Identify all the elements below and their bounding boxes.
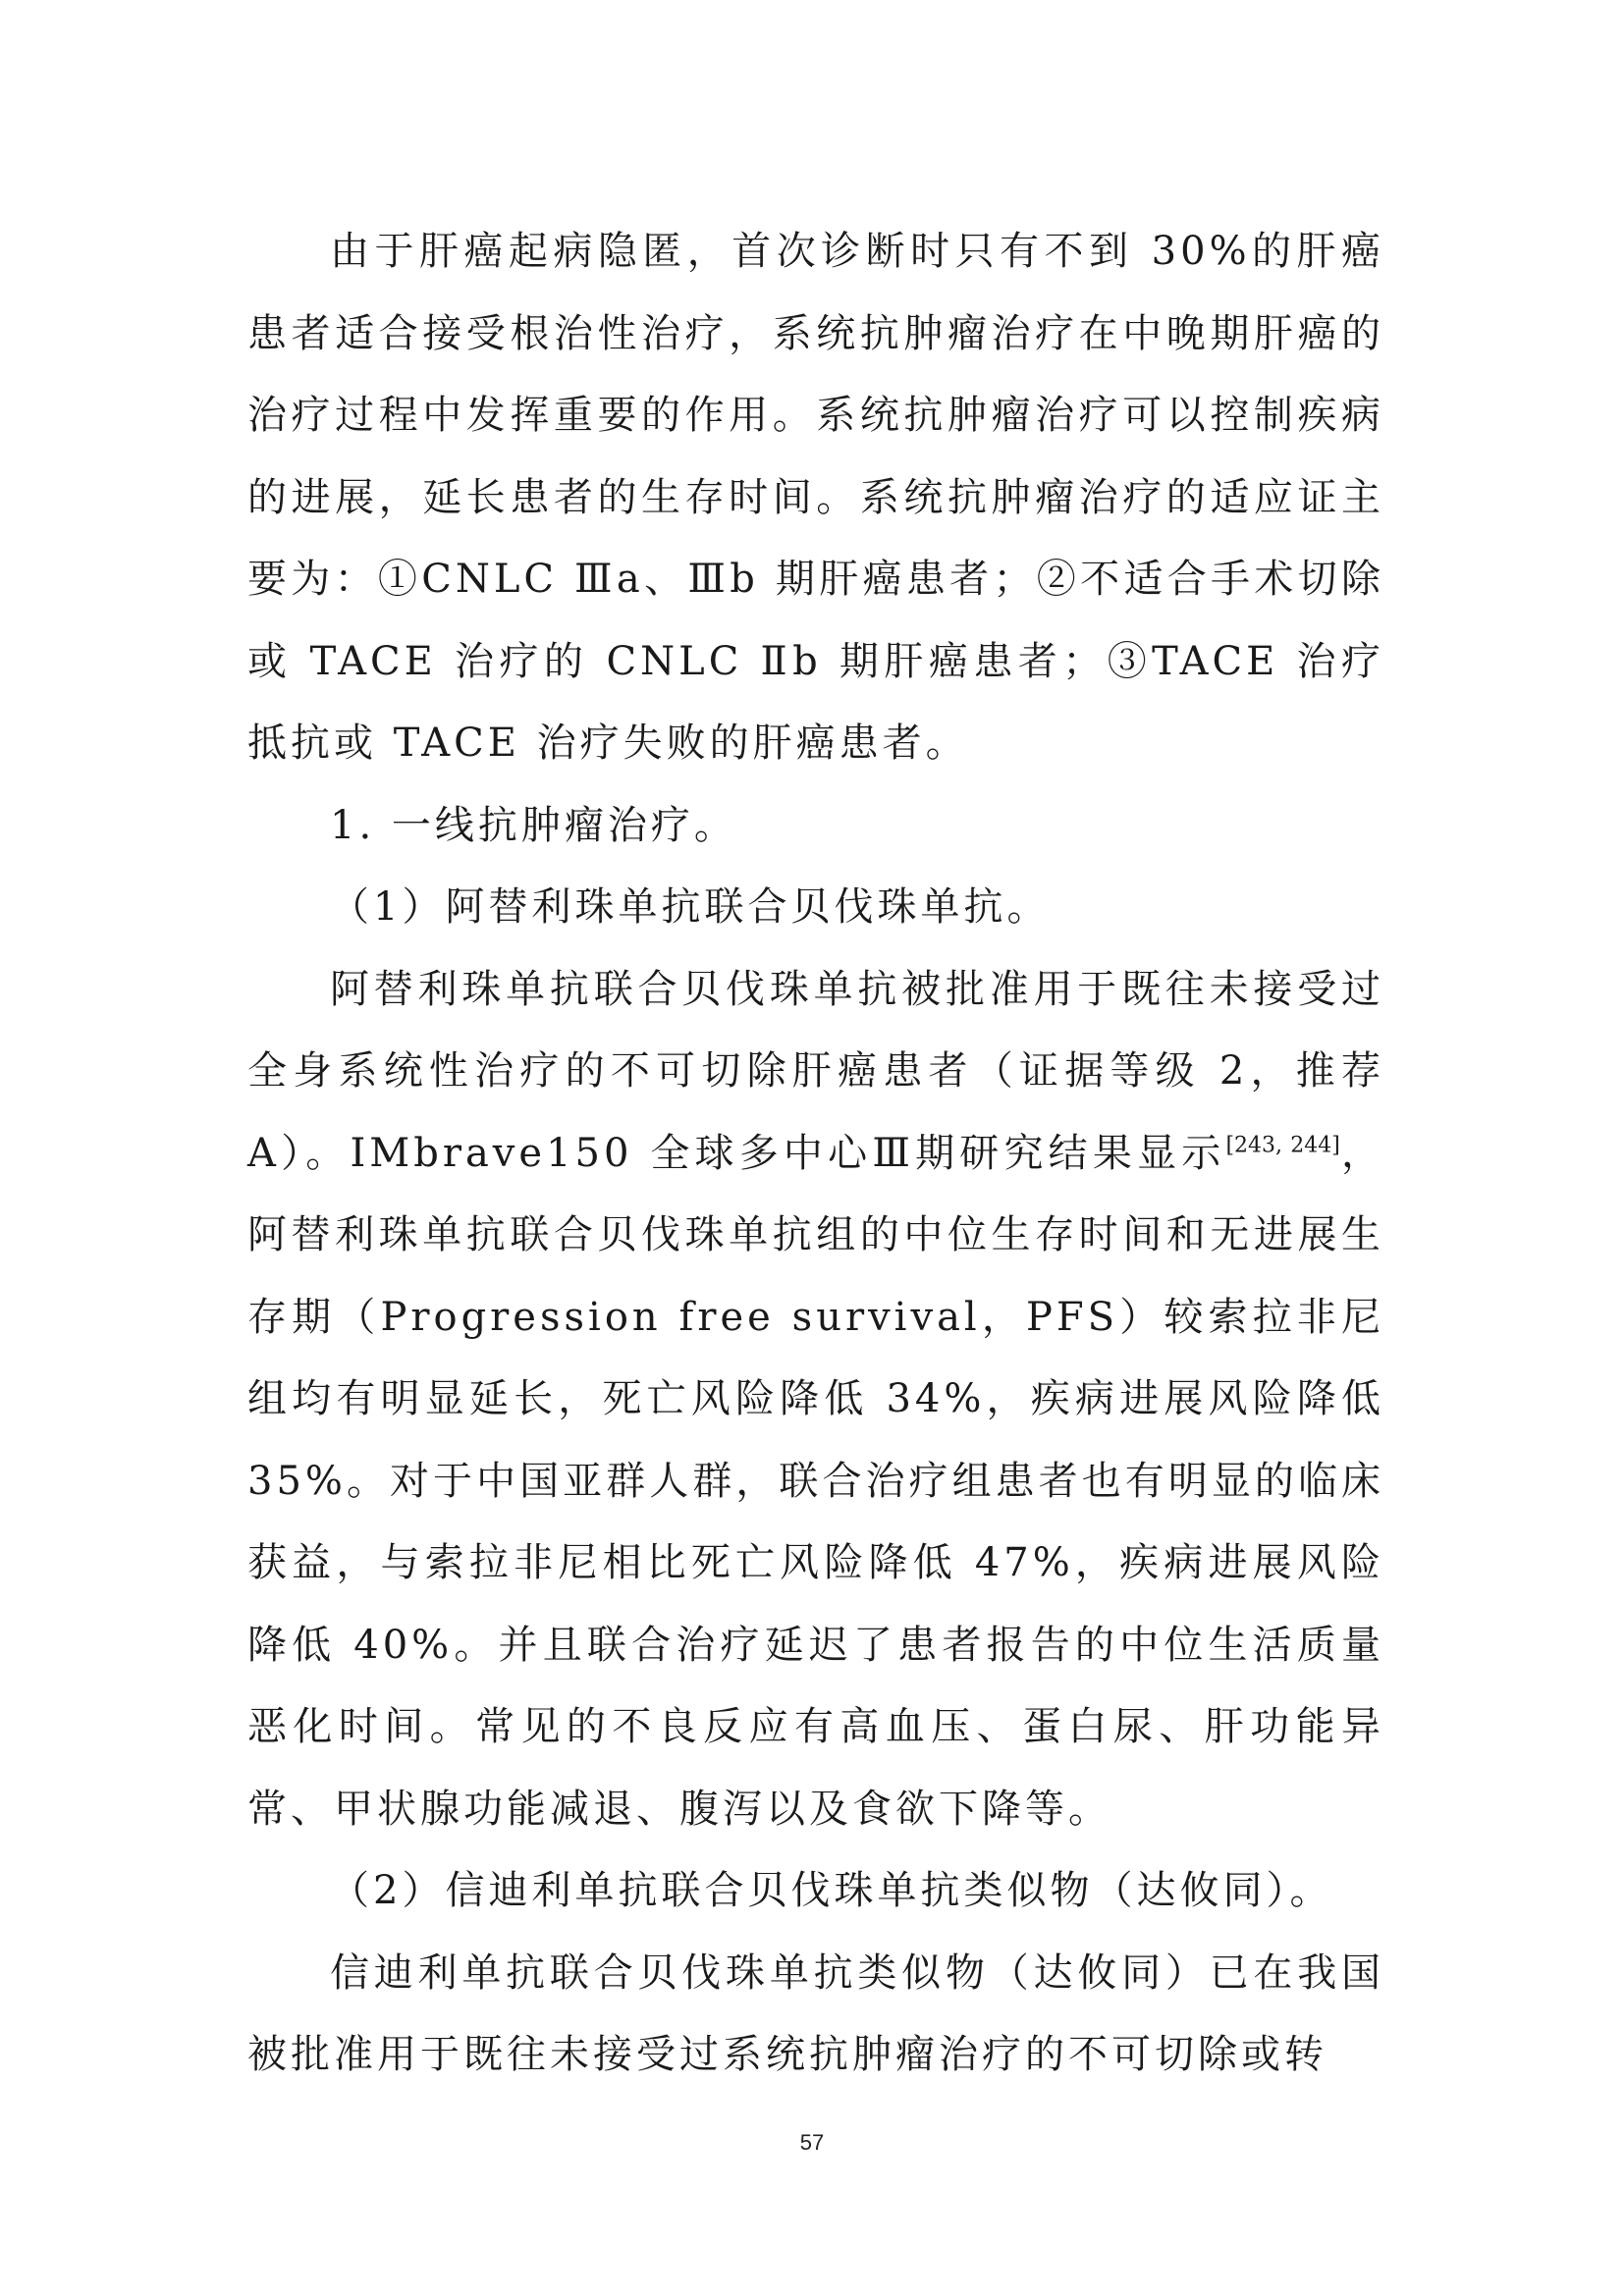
paragraph-atezolizumab-part1: 阿替利珠单抗联合贝伐珠单抗被批准用于既往未接受过全身系统性治疗的不可切除肝癌患者（证据等级 2，推荐 A）。IMbrave150 全球多中心Ⅲ期研究结果显示 — [247, 966, 1384, 1176]
citation-reference: [243, 244] — [1225, 1133, 1340, 1158]
body-text — [247, 211, 1384, 2097]
section-heading-first-line-therapy: 1. 一线抗肿瘤治疗。 — [330, 802, 737, 848]
page-number: 57 — [799, 2130, 825, 2155]
subheading-atezolizumab-bevacizumab: （1）阿替利珠单抗联合贝伐珠单抗。 — [330, 884, 1051, 930]
paragraph-atezolizumab — [247, 949, 1384, 1851]
paragraph-intro: 由于肝癌起病隐匿，首次诊断时只有不到 30%的肝癌患者适合接受根治性治疗，系统抗肿瘤治疗在中晚期肝癌的治疗过程中发挥重要的作用。系统抗肿瘤治疗可以控制疾病的进展，延长患者的生存时间。系统抗肿瘤治疗的适应证主要为：①CNLC Ⅲa、Ⅲb 期肝癌患者；②不适合手术切除或 TACE 治疗的 CNLC Ⅱb 期肝癌患者；③TACE 治疗抵抗或 TACE 治疗失败的肝癌患者。 — [247, 229, 1384, 766]
paragraph-atezolizumab-part2: ，阿替利珠单抗联合贝伐珠单抗组的中位生存时间和无进展生存期（Progression free survival，PFS）较索拉非尼组均有明显延长，死亡风险降低 34%，疾病进展风险降低 35%。对于中国亚群人群，联合治疗组患者也有明显的临床获益，与索拉非尼相比死亡风险降低 47%，疾病进展风险降低 40%。并且联合治疗延迟了患者报告的中位生活质量恶化时间。常见的不良反应有高血压、蛋白尿、肝功能异常、甲状腺功能减退、腹泻以及食欲下降等。 — [247, 1130, 1385, 1832]
paragraph-sintilimab: 信迪利单抗联合贝伐珠单抗类似物（达攸同）已在我国被批准用于既往未接受过系统抗肿瘤治疗的不可切除或转 — [247, 1949, 1384, 2077]
subheading-sintilimab-bevacizumab: （2）信迪利单抗联合贝伐珠单抗类似物（达攸同）。 — [330, 1868, 1333, 1913]
